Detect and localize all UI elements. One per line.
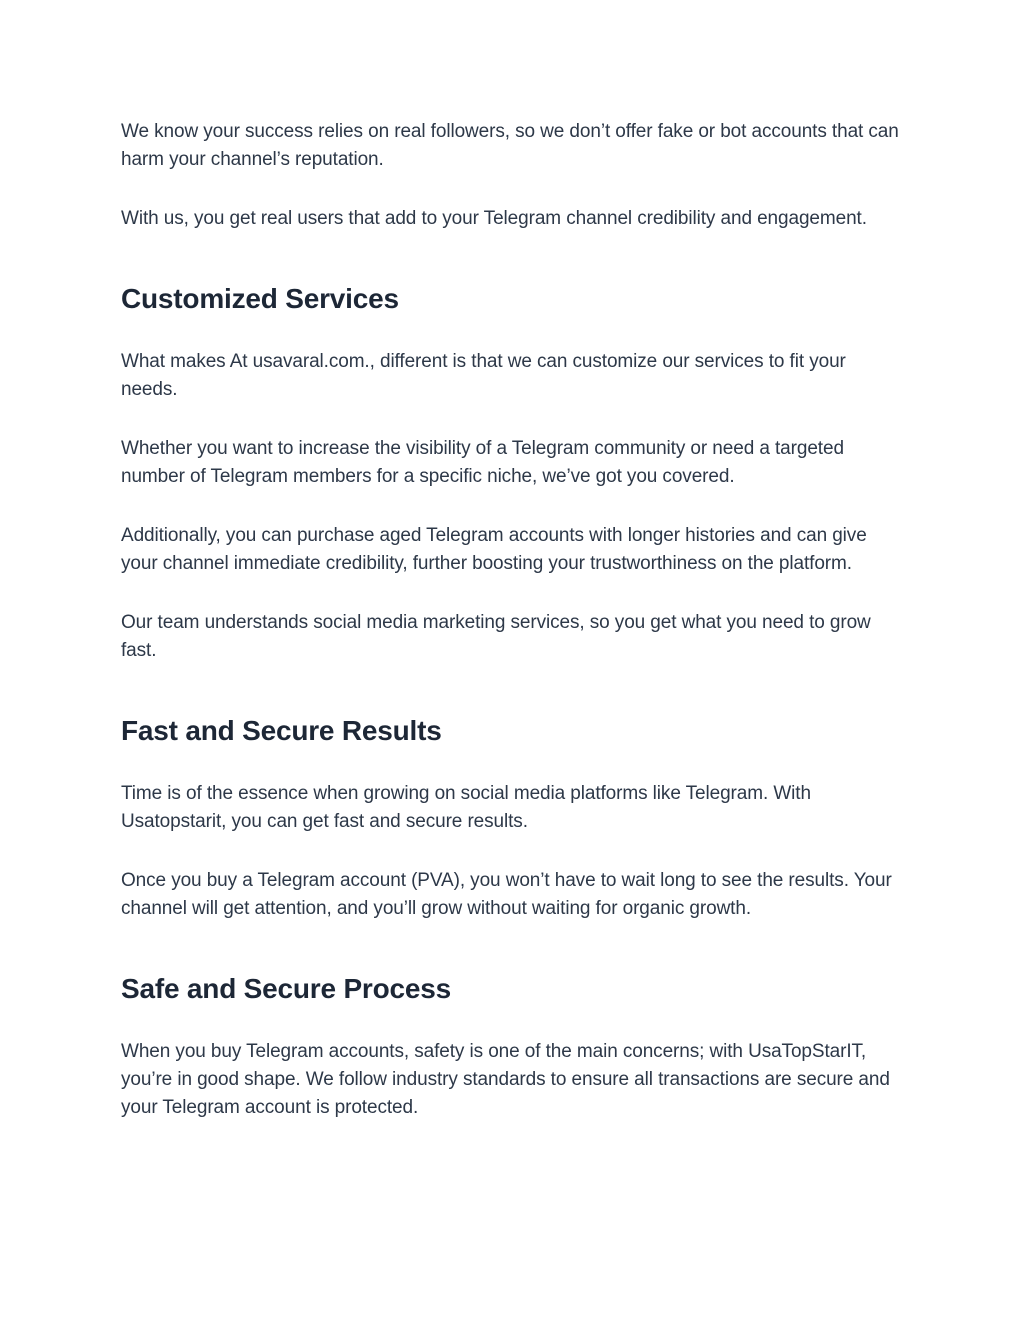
document-page — [121, 118, 906, 1122]
safe-paragraph-1: When you buy Telegram accounts, safety is one of the main concerns; with UsaTopStarIT, you’re in good shape. We follow industry standards to ensure all transactions are secure and your Telegram account is protected. — [121, 1041, 890, 1118]
fast-paragraph-2: Once you buy a Telegram account (PVA), you won’t have to wait long to see the results. Your channel will get attention, and you’ll grow without waiting for organic growth. — [121, 870, 892, 919]
customized-paragraph-1: What makes At usavaral.com., different is that we can customize our services to fit your needs. — [121, 351, 846, 400]
section-heading-safe-secure-process: Safe and Secure Process — [121, 973, 452, 1004]
intro-paragraph-1: We know your success relies on real followers, so we don’t offer fake or bot accounts that can harm your channel’s reputation. — [121, 121, 899, 170]
customized-paragraph-2: Whether you want to increase the visibility of a Telegram community or need a targeted number of Telegram members for a specific niche, we’ve got you covered. — [121, 438, 844, 487]
section-heading-fast-secure-results: Fast and Secure Results — [121, 715, 442, 746]
customized-paragraph-3: Additionally, you can purchase aged Telegram accounts with longer histories and can give your channel immediate credibility, further boosting your trustworthiness on the platform. — [121, 525, 867, 574]
intro-paragraph-2: With us, you get real users that add to your Telegram channel credibility and engagement. — [121, 208, 867, 229]
section-heading-customized-services: Customized Services — [121, 283, 399, 314]
fast-paragraph-1: Time is of the essence when growing on social media platforms like Telegram. With Usatopstarit, you can get fast and secure results. — [121, 783, 811, 832]
customized-paragraph-4: Our team understands social media marketing services, so you get what you need to grow fast. — [121, 612, 871, 661]
